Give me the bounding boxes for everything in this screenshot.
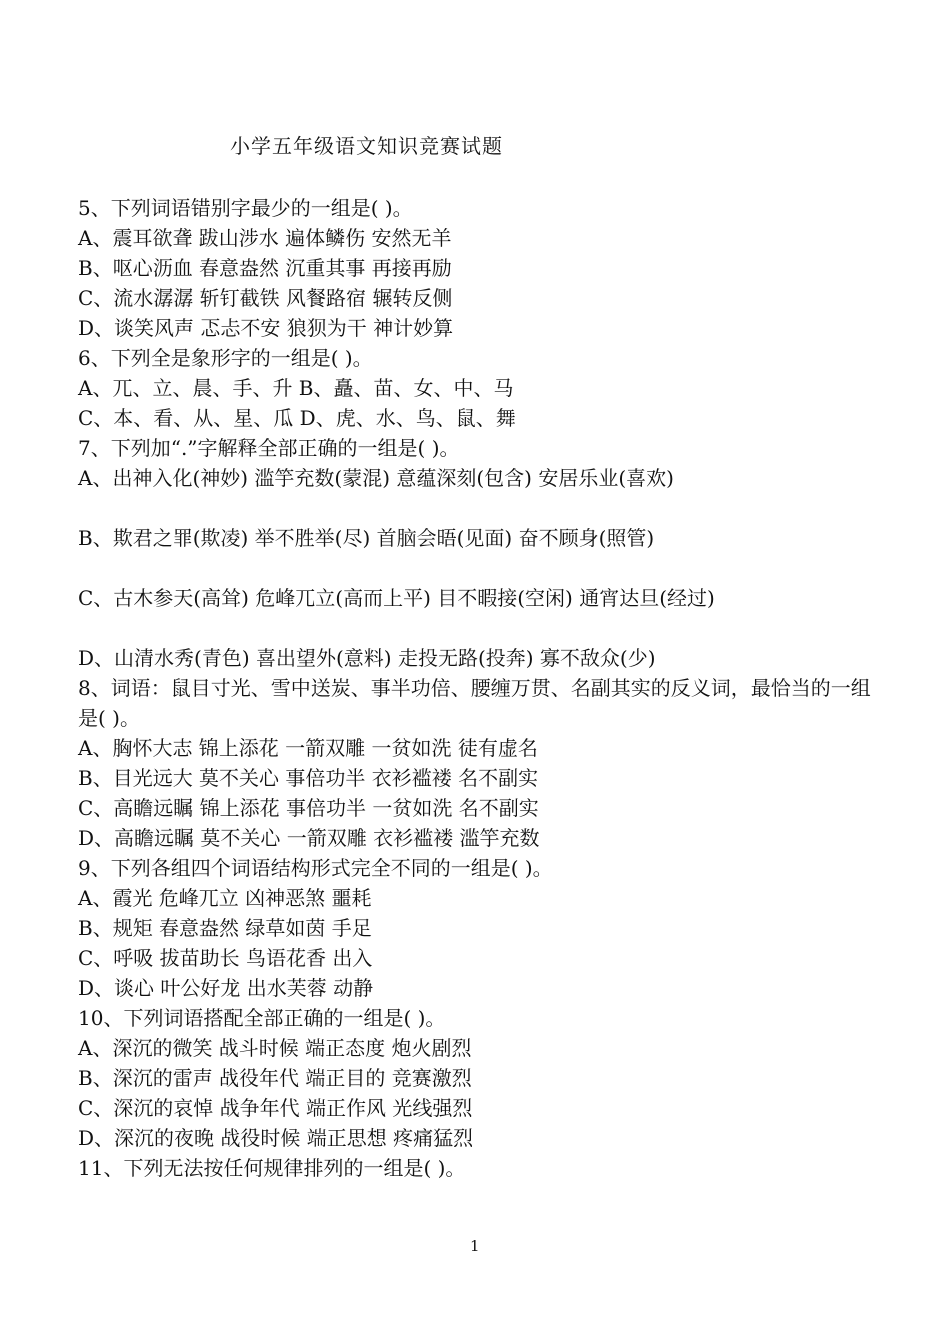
question-11-stem: 11、下列无法按任何规律排列的一组是( )。 — [78, 1156, 466, 1180]
question-5-stem: 5、下列词语错别字最少的一组是( )。 — [78, 196, 413, 220]
question-list — [78, 193, 878, 1183]
question-6-options-cd: C、本、看、从、星、瓜 D、虎、水、鸟、鼠、舞 — [78, 406, 516, 430]
question-7-stem: 7、下列加“.”字解释全部正确的一组是( )。 — [78, 436, 460, 460]
question-8-option-a: A、胸怀大志 锦上添花 一箭双雕 一贫如洗 徒有虚名 — [78, 736, 538, 760]
question-5-option-a: A、震耳欲聋 跋山涉水 遍体鳞伤 安然无羊 — [78, 226, 452, 250]
question-10-stem: 10、下列词语搭配全部正确的一组是( )。 — [78, 1006, 446, 1030]
question-7-option-d: D、山清水秀(青色) 喜出望外(意料) 走投无路(投奔) 寡不敌众(少) — [78, 646, 656, 670]
page-number: 1 — [470, 1237, 480, 1255]
question-9-option-c: C、呼吸 拔苗助长 鸟语花香 出入 — [78, 946, 373, 970]
question-6-stem: 6、下列全是象形字的一组是( )。 — [78, 346, 373, 370]
question-9-option-a: A、霞光 危峰兀立 凶神恶煞 噩耗 — [78, 886, 372, 910]
spacer — [78, 613, 878, 643]
question-7-option-b: B、欺君之罪(欺凌) 举不胜举(尽) 首脑会晤(见面) 奋不顾身(照管) — [78, 526, 655, 550]
question-10-option-d: D、深沉的夜晚 战役时候 端正思想 疼痛猛烈 — [78, 1126, 474, 1150]
question-8-option-d: D、高瞻远瞩 莫不关心 一箭双雕 衣衫褴褛 滥竽充数 — [78, 826, 540, 850]
question-5-option-b: B、呕心沥血 春意盎然 沉重其事 再接再励 — [78, 256, 452, 280]
question-7-option-c: C、古木参天(高耸) 危峰兀立(高而上平) 目不暇接(空闲) 通宵达旦(经过) — [78, 586, 715, 610]
question-9-option-b: B、规矩 春意盎然 绿草如茵 手足 — [78, 916, 372, 940]
question-9-option-d: D、谈心 叶公好龙 出水芙蓉 动静 — [78, 976, 374, 1000]
spacer — [78, 553, 878, 583]
question-10-option-a: A、深沉的微笑 战斗时候 端正态度 炮火剧烈 — [78, 1036, 472, 1060]
spacer — [78, 493, 878, 523]
question-9-stem: 9、下列各组四个词语结构形式完全不同的一组是( )。 — [78, 856, 553, 880]
question-6-options-ab: A、兀、立、晨、手、升 B、矗、苗、女、中、马 — [78, 376, 514, 400]
question-10-option-b: B、深沉的雷声 战役年代 端正目的 竞赛激烈 — [78, 1066, 472, 1090]
page-title: 小学五年级语文知识竞赛试题 — [230, 134, 503, 158]
question-8-stem: 8、词语：鼠目寸光、雪中送炭、事半功倍、腰缠万贯、名副其实的反义词，最恰当的一组是( )。 — [78, 676, 871, 730]
question-10-option-c: C、深沉的哀悼 战争年代 端正作风 光线强烈 — [78, 1096, 473, 1120]
question-7-option-a: A、出神入化(神妙) 滥竽充数(蒙混) 意蕴深刻(包含) 安居乐业(喜欢) — [78, 466, 674, 490]
question-5-option-c: C、流水潺潺 斩钉截铁 风餐路宿 辗转反侧 — [78, 286, 453, 310]
question-8-option-b: B、目光远大 莫不关心 事倍功半 衣衫褴褛 名不副实 — [78, 766, 539, 790]
question-8-option-c: C、高瞻远瞩 锦上添花 事倍功半 一贫如洗 名不副实 — [78, 796, 539, 820]
question-5-option-d: D、谈笑风声 忑忐不安 狼狈为干 神计妙算 — [78, 316, 454, 340]
